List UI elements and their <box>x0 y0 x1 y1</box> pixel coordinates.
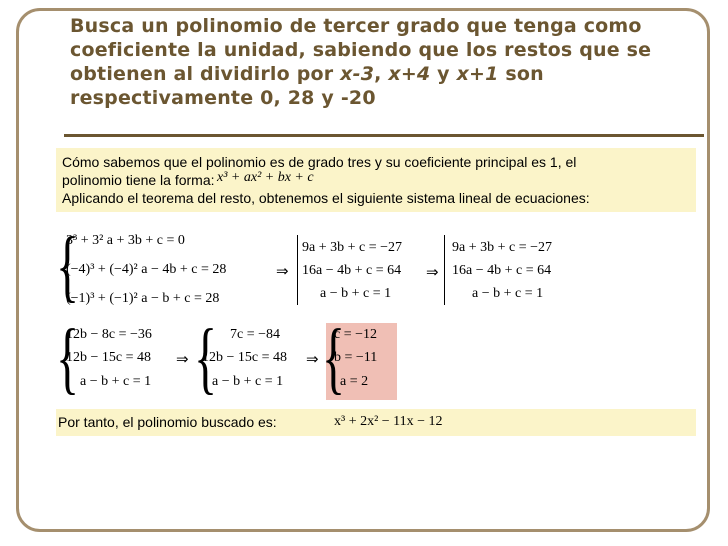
system-2-eq-1: 9a + 3b + c = −27 <box>302 240 403 255</box>
title-line-3-post: son <box>498 63 544 85</box>
implies-arrow-1: ⇒ <box>276 262 289 280</box>
divisor-3: x+1 <box>456 63 499 85</box>
system-3-eq-2: 16a − 4b + c = 64 <box>452 263 552 278</box>
system-5-eq-1: 7c = −84 <box>230 327 281 342</box>
system-1-eq-2: (−4)³ + (−4)² a − 4b + c = 28 <box>66 262 227 277</box>
system-1-eq-3: (−1)³ + (−1)² a − b + c = 28 <box>66 291 220 306</box>
solution-a: a = 2 <box>340 374 369 389</box>
solution-c: c = −12 <box>334 327 378 342</box>
title-line-4: respectivamente 0, 28 y -20 <box>70 87 376 109</box>
system-3-eq-3: a − b + c = 1 <box>472 286 544 301</box>
title-divider <box>64 134 704 137</box>
title-y: y <box>430 63 457 85</box>
general-polynomial-formula <box>217 170 314 186</box>
implies-arrow-4: ⇒ <box>306 350 319 368</box>
divisor-2: x+4 <box>388 63 431 85</box>
solution-brace: { <box>322 314 346 402</box>
final-label: Por tanto, el polinomio buscado es: <box>58 414 277 430</box>
intro-line-3: Aplicando el teorema del resto, obtenemos el siguiente sistema lineal de ecuaciones: <box>62 190 590 206</box>
title-line-2: coeficiente la unidad, sabiendo que los restos que se <box>70 39 652 61</box>
system-5-eq-3: a − b + c = 1 <box>212 374 284 389</box>
solution-b: b = −11 <box>334 350 378 365</box>
system-4-eq-2: 12b − 15c = 48 <box>66 350 152 365</box>
title-line-3-pre: obtienen al dividirlo por <box>70 63 341 85</box>
system-4-brace: { <box>56 314 80 402</box>
system-4-eq-1: 12b − 8c = −36 <box>66 327 152 342</box>
system-2-eq-3: a − b + c = 1 <box>320 286 392 301</box>
system-1-brace: { <box>56 222 80 310</box>
system-3-eq-1: 9a + 3b + c = −27 <box>452 240 553 255</box>
system-3-bar <box>444 235 445 305</box>
system-5-brace: { <box>194 314 218 402</box>
problem-title <box>70 14 690 110</box>
final-polynomial: x³ + 2x² − 11x − 12 <box>334 414 443 429</box>
system-5-eq-2: 12b − 15c = 48 <box>202 350 288 365</box>
formula-text: x³ + ax² + bx + c <box>217 170 314 185</box>
intro-line-1: Cómo sabemos que el polinomio es de grado tres y su coeficiente principal es 1, el <box>62 154 577 170</box>
intro-text <box>62 153 702 207</box>
implies-arrow-2: ⇒ <box>426 263 439 281</box>
title-comma: , <box>374 63 389 85</box>
system-1-eq-1: 3³ + 3² a + 3b + c = 0 <box>66 233 185 248</box>
system-2-bar <box>297 235 298 305</box>
system-4-eq-3: a − b + c = 1 <box>80 374 152 389</box>
implies-arrow-3: ⇒ <box>176 350 189 368</box>
title-line-1: Busca un polinomio de tercer grado que tenga como <box>70 15 642 37</box>
intro-line-2: polinomio tiene la forma: <box>62 172 215 188</box>
system-2-eq-2: 16a − 4b + c = 64 <box>302 263 402 278</box>
divisor-1: x-3 <box>340 63 375 85</box>
